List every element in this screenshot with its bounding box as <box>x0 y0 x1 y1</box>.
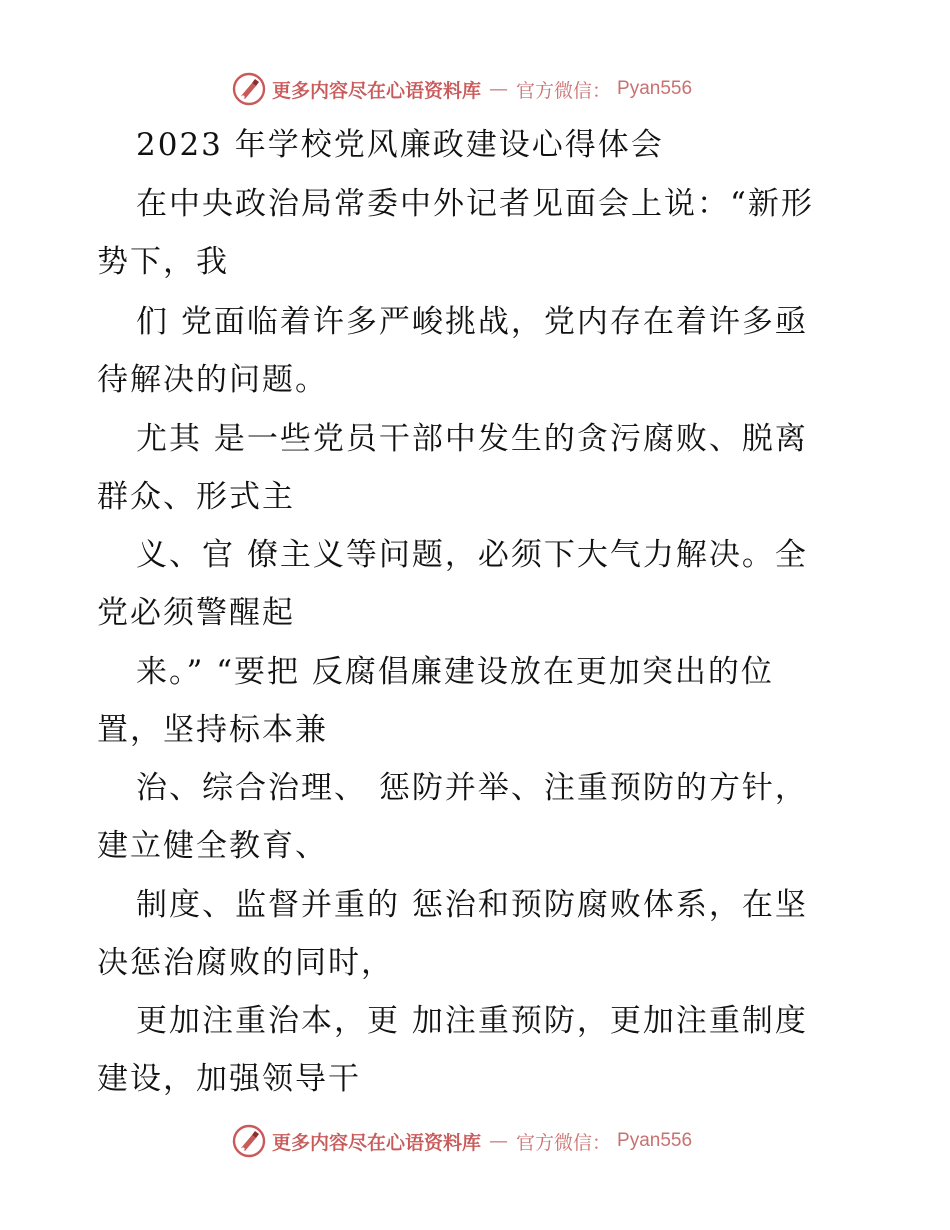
watermark-wechat-id: Pyan556 <box>617 78 693 99</box>
text-line: 势下，我 <box>97 244 229 280</box>
text-line: 决惩治腐败的同时， <box>97 945 394 981</box>
watermark-dash: — <box>489 1130 509 1152</box>
text-line: 建设，加强领导干 <box>97 1061 361 1097</box>
watermark-main-text: 更多内容尽在心语资料库 <box>272 1131 482 1154</box>
document-title: 2023 年学校党风廉政建设心得体会 <box>136 127 664 163</box>
watermark-wechat-id: Pyan556 <box>617 1130 693 1151</box>
watermark-official-label: 官方微信： <box>516 1131 612 1154</box>
text-line: 义、官 僚主义等问题，必须下大气力解决。全 <box>136 537 808 573</box>
text-line: 在中央政治局常委中外记者见面会上说：“新形 <box>136 186 814 222</box>
text-line: 党必须警醒起 <box>97 595 295 631</box>
watermark-official-label: 官方微信： <box>516 79 612 102</box>
text-line: 治、综合治理、 惩防并举、注重预防的方针， <box>136 770 808 806</box>
text-line: 尤其 是一些党员干部中发生的贪污腐败、脱离 <box>136 421 808 457</box>
text-line: 建立健全教育、 <box>97 828 328 864</box>
pen-logo-icon <box>232 72 266 106</box>
header-watermark <box>232 72 692 106</box>
watermark-dash: — <box>489 78 509 100</box>
watermark-main-text: 更多内容尽在心语资料库 <box>272 79 482 102</box>
text-line: 置，坚持标本兼 <box>97 712 328 748</box>
text-line: 们 党面临着许多严峻挑战，党内存在着许多亟 <box>136 304 808 340</box>
text-line: 群众、形式主 <box>97 479 295 515</box>
text-line: 待解决的问题。 <box>97 362 328 398</box>
pen-logo-icon <box>232 1124 266 1158</box>
text-line: 制度、监督并重的 惩治和预防腐败体系，在坚 <box>136 887 808 923</box>
text-line: 来。” “要把 反腐倡廉建设放在更加突出的位 <box>136 654 774 690</box>
footer-watermark <box>232 1124 692 1158</box>
text-line: 更加注重治本，更 加注重预防，更加注重制度 <box>136 1003 808 1039</box>
